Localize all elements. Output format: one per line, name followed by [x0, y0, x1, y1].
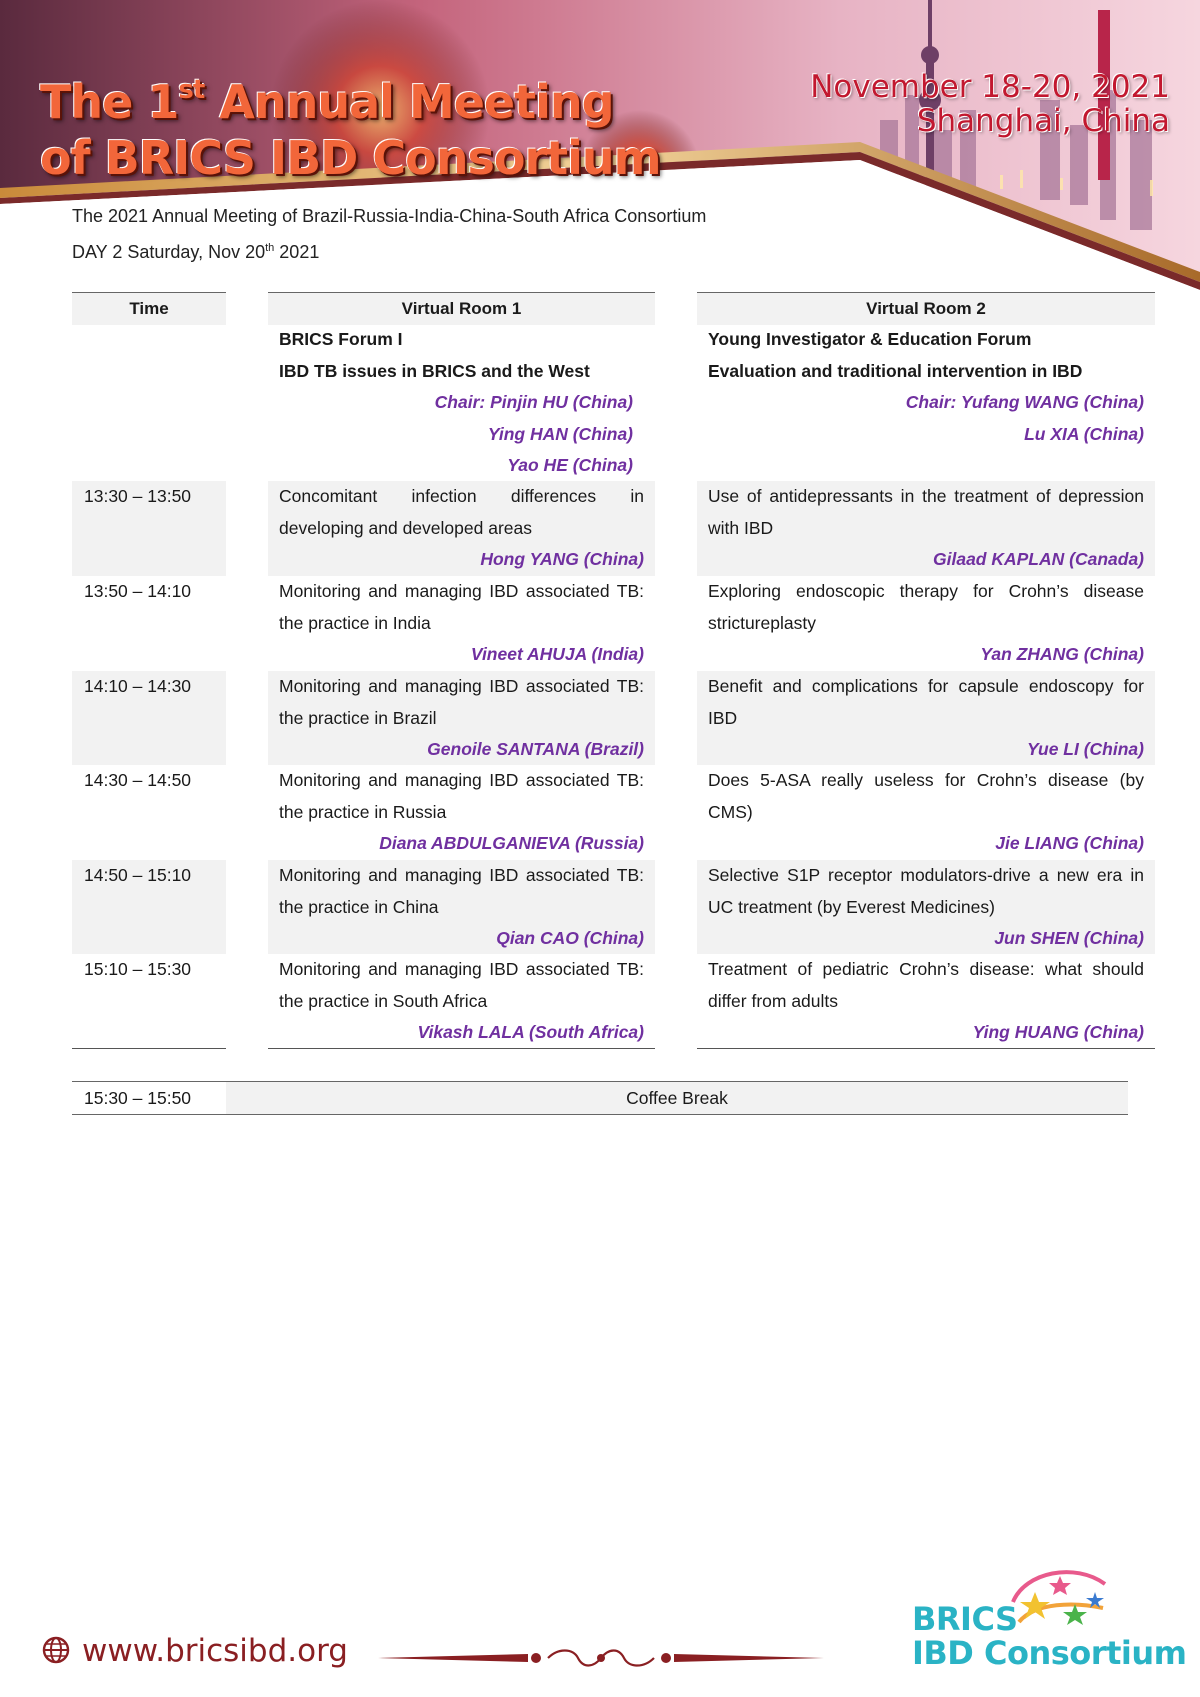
session-time: 13:50 – 14:10	[84, 581, 192, 601]
room1-forum-topic: IBD TB issues in BRICS and the West	[279, 360, 590, 381]
table-bottom-rule	[697, 1048, 1155, 1049]
coffee-break-row	[72, 1081, 1128, 1115]
room1-talk-title: Concomitant infection differences in developing and developed areas	[279, 486, 644, 538]
room2-speaker: Jie LIANG (China)	[995, 833, 1144, 853]
room2-forum-intro	[697, 324, 1155, 481]
room2-cochair: Lu XIA (China)	[1024, 423, 1144, 444]
room1-talk-title: Monitoring and managing IBD associated TB: the practice in India	[279, 581, 644, 633]
brics-stars-logo-icon	[1005, 1562, 1111, 1636]
room1-talk-title: Monitoring and managing IBD associated TB: the practice in Russia	[279, 770, 644, 822]
table-bottom-rule	[268, 1048, 655, 1049]
room2-session	[697, 954, 1155, 1049]
day-label	[72, 232, 706, 268]
title-line2: of BRICS IBD Consortium	[40, 131, 661, 185]
title-line1-prefix: The 1	[40, 75, 179, 129]
day-label-suffix: 2021	[274, 242, 320, 262]
room2-session	[697, 860, 1155, 954]
room2-talk-title: Does 5-ASA really useless for Crohn’s disease (by CMS)	[708, 770, 1144, 822]
room2-talk-title: Selective S1P receptor modulators-drive a new era in UC treatment (by Everest Medicines)	[708, 865, 1144, 917]
room2-speaker: Yue LI (China)	[1027, 739, 1144, 759]
table-bottom-rule	[72, 1048, 226, 1049]
room2-session	[697, 481, 1155, 576]
room1-speaker: Diana ABDULGANIEVA (Russia)	[379, 833, 644, 853]
title-superscript: st	[178, 75, 205, 105]
website-url: www.bricsibd.org	[82, 1633, 348, 1669]
session-time: 14:30 – 14:50	[84, 770, 192, 790]
meeting-title	[40, 62, 661, 186]
room2-forum-name: Young Investigator & Education Forum	[708, 329, 1032, 349]
room2-forum-topic: Evaluation and traditional intervention in IBD	[708, 360, 1083, 381]
session-row	[0, 481, 1200, 576]
column-header-room2: Virtual Room 2	[697, 292, 1155, 325]
room1-session	[268, 481, 655, 576]
room1-speaker: Genoile SANTANA (Brazil)	[427, 739, 644, 759]
day-label-superscript: th	[265, 242, 275, 254]
room1-talk-title: Monitoring and managing IBD associated TB: the practice in Brazil	[279, 676, 644, 728]
room1-session	[268, 576, 655, 671]
room1-talk-title: Monitoring and managing IBD associated TB: the practice in South Africa	[279, 959, 644, 1011]
room2-talk-title: Benefit and complications for capsule endoscopy for IBD	[708, 676, 1144, 728]
page-subtitle	[72, 200, 706, 268]
session-row	[0, 954, 1200, 1049]
room2-session	[697, 671, 1155, 765]
room1-speaker: Qian CAO (China)	[496, 928, 644, 948]
logo-line1: BRICS	[912, 1600, 1018, 1638]
meeting-fullname: The 2021 Annual Meeting of Brazil-Russia-India-China-South Africa Consortium	[72, 206, 707, 226]
room2-session	[697, 765, 1155, 860]
session-time: 15:10 – 15:30	[84, 959, 192, 979]
session-time: 14:10 – 14:30	[72, 671, 226, 765]
website-link[interactable]	[42, 1633, 348, 1669]
session-row	[0, 671, 1200, 765]
session-row	[0, 576, 1200, 671]
session-time: 14:50 – 15:10	[72, 860, 226, 954]
meeting-date-block	[810, 70, 1170, 138]
title-line1-suffix: Annual Meeting	[204, 75, 614, 129]
room2-speaker: Gilaad KAPLAN (Canada)	[933, 549, 1144, 569]
room1-speaker: Vikash LALA (South Africa)	[417, 1022, 644, 1042]
meeting-location: Shanghai, China	[916, 103, 1170, 139]
room2-speaker: Jun SHEN (China)	[994, 928, 1144, 948]
room1-session	[268, 671, 655, 765]
session-row	[0, 765, 1200, 860]
room2-talk-title: Exploring endoscopic therapy for Crohn’s disease strictureplasty	[708, 581, 1144, 633]
globe-icon	[42, 1636, 70, 1664]
room1-speaker: Hong YANG (China)	[480, 549, 644, 569]
room1-chair: Chair: Pinjin HU (China)	[434, 392, 633, 412]
room1-speaker: Vineet AHUJA (India)	[470, 644, 644, 664]
session-row	[0, 860, 1200, 954]
room2-speaker: Ying HUANG (China)	[972, 1022, 1144, 1042]
forum-intro-row	[0, 324, 1200, 481]
meeting-date: November 18-20, 2021	[810, 69, 1170, 105]
day-label-prefix: DAY 2 Saturday, Nov 20	[72, 242, 266, 262]
room1-forum-intro	[268, 324, 655, 481]
room1-session	[268, 954, 655, 1049]
room2-talk-title: Use of antidepressants in the treatment of depression with IBD	[708, 486, 1144, 538]
ornament-divider-icon	[378, 1648, 824, 1668]
room1-forum-name: BRICS Forum I	[279, 329, 403, 349]
logo-line2: IBD Consortium	[912, 1634, 1187, 1672]
room2-chair: Chair: Yufang WANG (China)	[905, 392, 1144, 412]
room2-session	[697, 576, 1155, 671]
room1-session	[268, 765, 655, 860]
room1-talk-title: Monitoring and managing IBD associated TB: the practice in China	[279, 865, 644, 917]
column-header-room1: Virtual Room 1	[268, 292, 655, 325]
session-time: 13:30 – 13:50	[72, 481, 226, 576]
room2-speaker: Yan ZHANG (China)	[980, 644, 1144, 664]
break-time: 15:30 – 15:50	[84, 1088, 192, 1108]
break-label: Coffee Break	[226, 1082, 1128, 1114]
column-header-time: Time	[72, 292, 226, 325]
room1-session	[268, 860, 655, 954]
room2-talk-title: Treatment of pediatric Crohn’s disease: what should differ from adults	[708, 959, 1144, 1011]
room1-cochair: Yao HE (China)	[507, 455, 633, 475]
room1-cochair: Ying HAN (China)	[487, 423, 633, 444]
